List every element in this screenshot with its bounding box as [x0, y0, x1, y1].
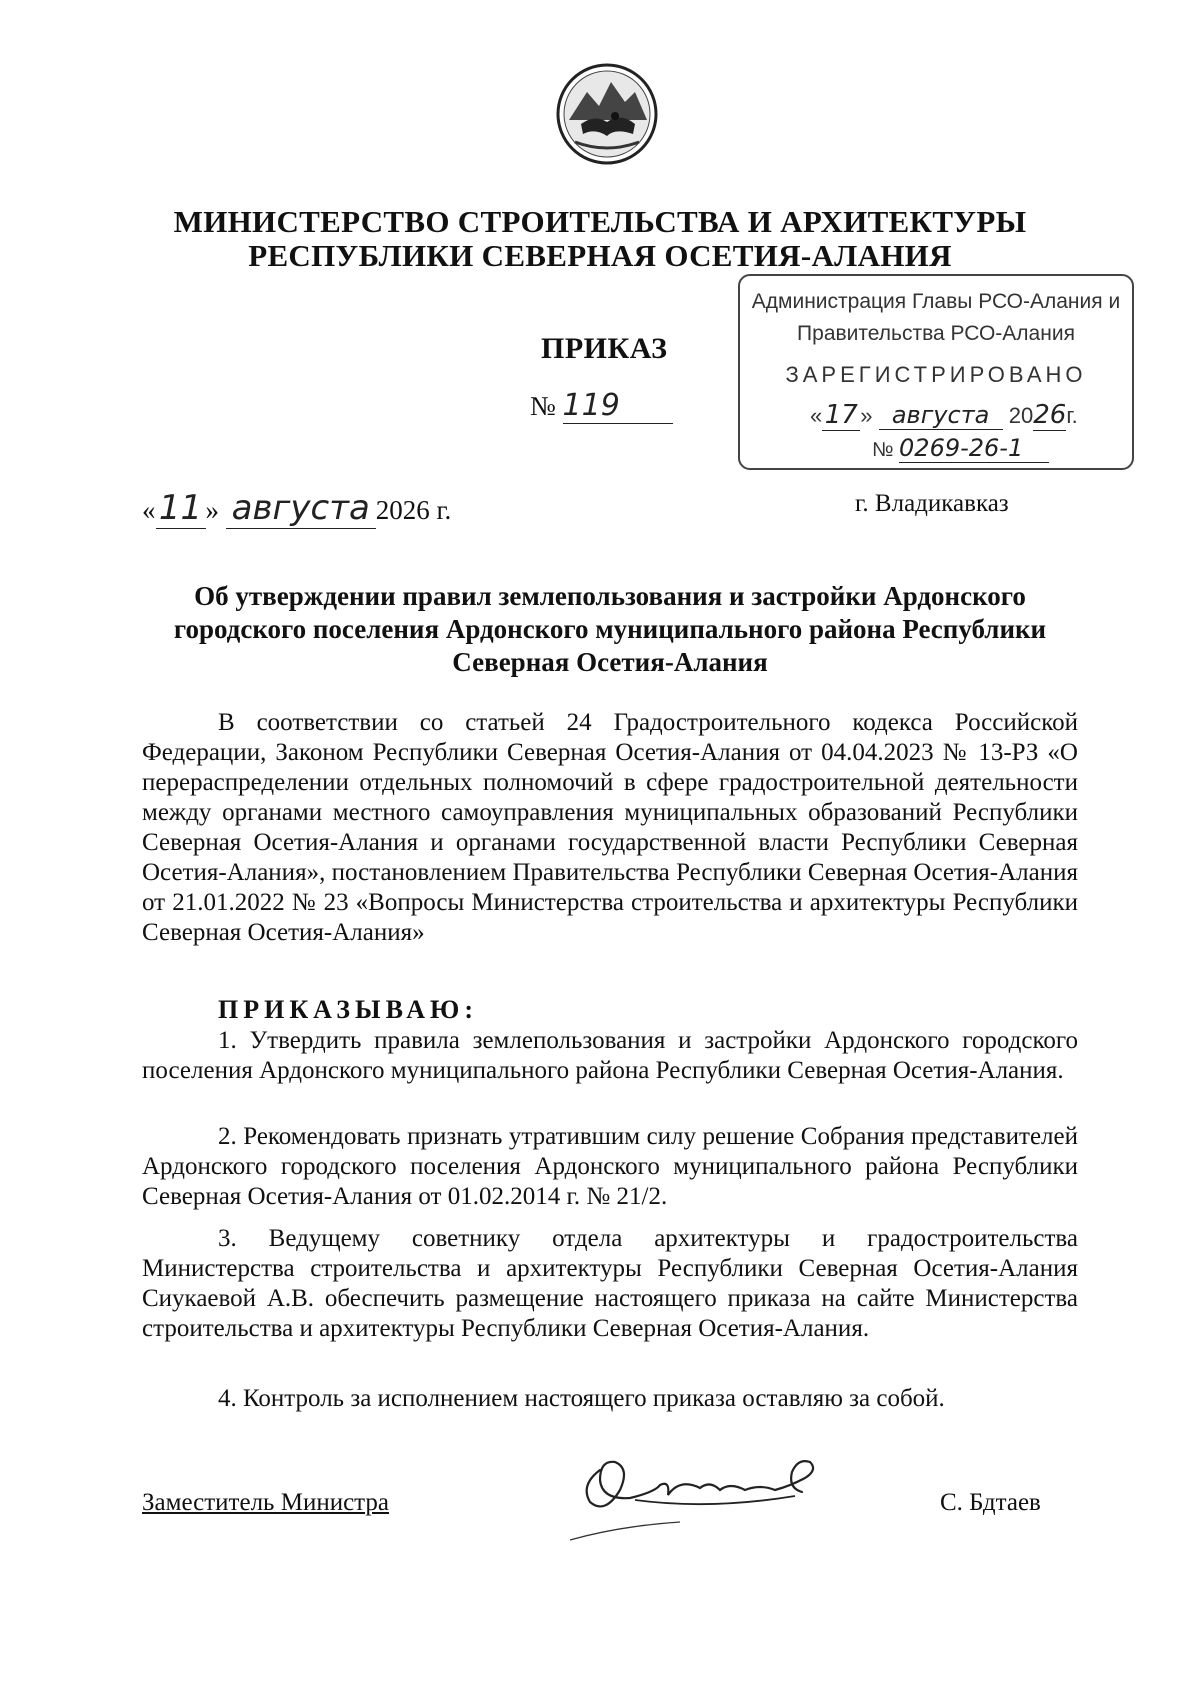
coat-of-arms-icon — [555, 62, 659, 166]
order-item-3: 3. Ведущему советнику отдела архитектуры и градостроительства Министерства строительства и архитектуры Республики Северная Осетия-Алания Сиукаевой А.В. обеспечить размещение настоящего приказа на сайте Министерства строительства и архитектуры Республики Северная Осетия-Алания. — [142, 1225, 1078, 1342]
signatory-position: Заместитель Министра — [142, 1489, 389, 1516]
stamp-number-label: № — [872, 439, 894, 461]
stamp-date-mid: » — [860, 403, 873, 428]
order-date-year: 2026 г. — [375, 495, 452, 525]
registration-stamp — [738, 274, 1134, 470]
subject-line1: Об утверждении правил землепользования и застройки Ардонского — [194, 581, 1026, 611]
handwritten-signature-icon — [560, 1440, 850, 1545]
order-date-close: » — [205, 495, 219, 525]
stamp-date — [810, 400, 1078, 431]
stamp-date-year-suffix: 26 — [1033, 400, 1067, 430]
stamp-org-line1: Администрация Главы РСО-Алания и — [751, 290, 1121, 313]
order-number-label: № — [530, 391, 556, 421]
order-number — [530, 388, 673, 424]
intro-paragraph: В соответствии со статьей 24 Градостроительного кодекса Российской Федерации, Законом Республики Северная Осетия-Алания от 04.04.2023 № 13-РЗ «О перераспределении отдельных полномочий в сфере градостроительной деятельности между органами местного самоуправления муниципальных образований Республики Северная Осетия-Алания и органами государственной власти Республики Северная Осетия-Алания», постановлением Правительства Республики Северная Осетия-Алания от 21.01.2022 № 23 «Вопросы Министерства строительства и архитектуры Республики Северная Осетия-Алания» — [142, 709, 1078, 946]
stamp-date-day: 17 — [822, 400, 860, 431]
order-date — [142, 488, 451, 529]
order-item-2: 2. Рекомендовать признать утратившим силу решение Собрания представителей Ардонского городского поселения Ардонского муниципального района Республики Северная Осетия-Алания от 01.02.2014 г. № 21/2. — [142, 1123, 1078, 1210]
ministry-name-line2: РЕСПУБЛИКИ СЕВЕРНАЯ ОСЕТИЯ-АЛАНИЯ — [248, 238, 952, 273]
decree-word: ПРИКАЗЫВАЮ: — [218, 995, 478, 1024]
stamp-date-g: г. — [1066, 403, 1078, 428]
stamp-org-line2: Правительства РСО-Алания — [797, 322, 1075, 345]
order-item-1: 1. Утвердить правила землепользования и застройки Ардонского городского поселения Ардонского муниципального района Республики Северная Осетия-Алания. — [142, 1027, 1078, 1084]
stamp-registered: ЗАРЕГИСТРИРОВАНО — [785, 362, 1087, 387]
order-date-day: 11 — [156, 488, 206, 529]
stamp-date-month: августа — [879, 401, 1003, 430]
order-date-month: августа — [226, 488, 376, 529]
order-item-4: 4. Контроль за исполнением настоящего приказа оставляю за собой. — [218, 1385, 945, 1412]
subject-line2: городского поселения Ардонского муниципального района Республики — [173, 614, 1047, 644]
order-city: г. Владикавказ — [855, 490, 1009, 517]
document-type-title: ПРИКАЗ — [541, 332, 668, 365]
signatory-name: С. Бдтаев — [940, 1489, 1041, 1516]
subject-line3: Северная Осетия-Алания — [452, 647, 768, 677]
order-number-value: 119 — [563, 388, 673, 424]
stamp-number-value: 0269-26-1 — [899, 434, 1049, 463]
stamp-date-open: « — [810, 403, 823, 428]
ministry-name-line1: МИНИСТЕРСТВО СТРОИТЕЛЬСТВА И АРХИТЕКТУРЫ — [173, 204, 1027, 239]
stamp-date-year-prefix: 20 — [1008, 403, 1034, 428]
order-subject — [140, 580, 1080, 679]
stamp-number — [872, 434, 1049, 463]
order-date-open: « — [142, 495, 156, 525]
